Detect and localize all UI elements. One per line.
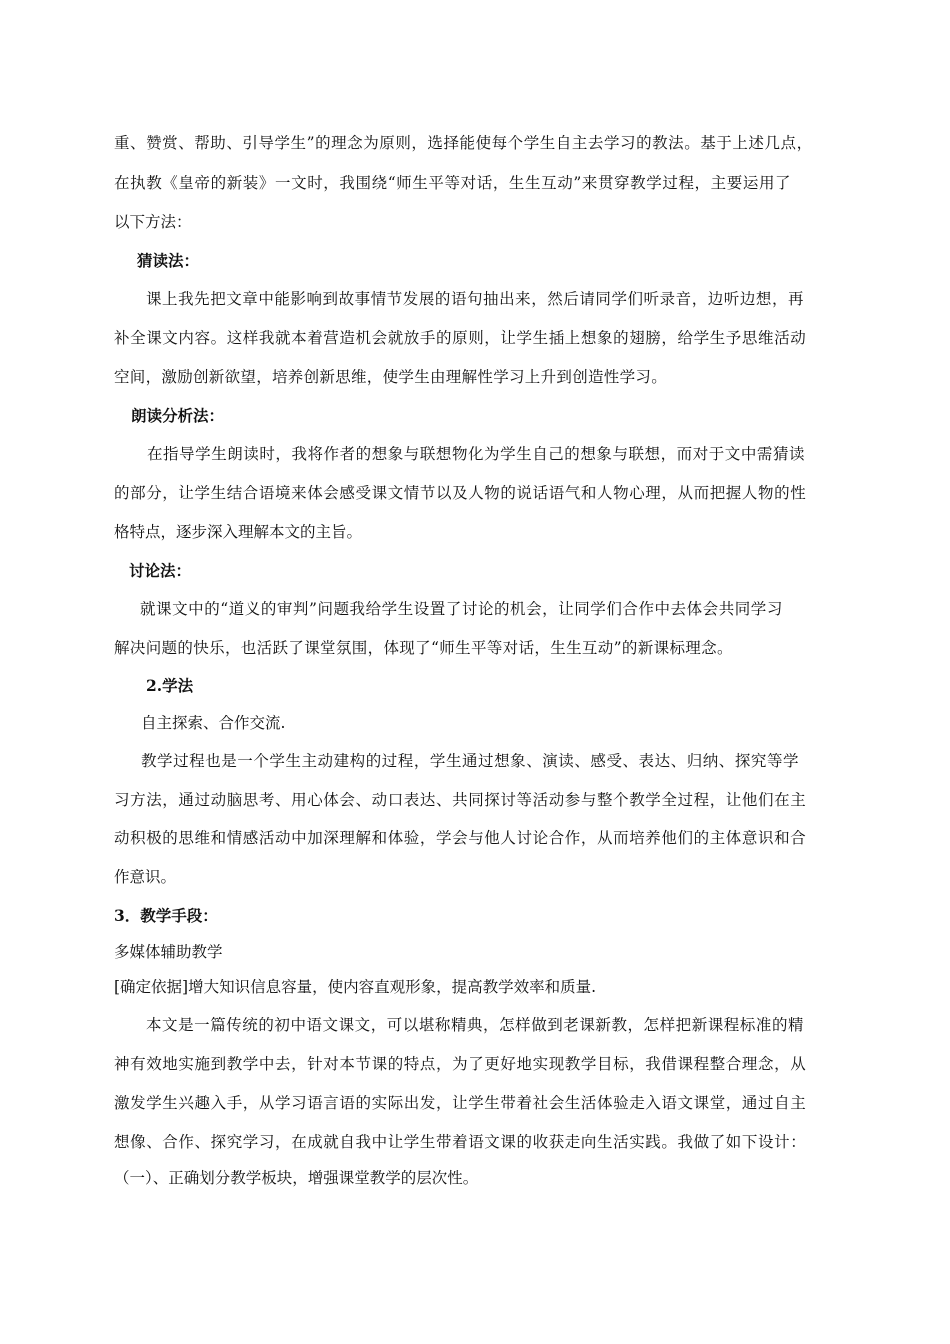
text-line: 激发学生兴趣入手，从学习语言语的实际出发，让学生带着社会生活体验走入语文课堂，通过自主 bbox=[114, 1094, 807, 1112]
text-line: 空间，激励创新欲望，培养创新思维，使学生由理解性学习上升到创造性学习。 bbox=[114, 368, 668, 386]
text-line: 补全课文内容。这样我就本着营造机会就放手的原则，让学生插上想象的翅膀，给学生予思维活动 bbox=[114, 329, 807, 347]
text-line: 作意识。 bbox=[114, 868, 177, 886]
text-line: 的部分，让学生结合语境来体会感受课文情节以及人物的说话语气和人物心理，从而把握人物的性 bbox=[114, 484, 807, 502]
text-line: 教学过程也是一个学生主动建构的过程，学生通过想象、演读、感受、表达、归纳、探究等学 bbox=[141, 752, 800, 770]
section-heading-teaching-means: 3．教学手段： bbox=[114, 906, 218, 925]
text-line: 重、赞赏、帮助、引导学生”的理念为原则，选择能使每个学生自主去学习的教法。基于上述几点， bbox=[114, 134, 813, 152]
text-line: 课上我先把文章中能影响到故事情节发展的语句抽出来，然后请同学们听录音，边听边想，再 bbox=[146, 290, 805, 308]
text-line: 习方法，通过动脑思考、用心体会、动口表达、共同探讨等活动参与整个教学全过程，让他们在主 bbox=[114, 791, 807, 809]
text-line: 动积极的思维和情感活动中加深理解和体验，学会与他人讨论合作，从而培养他们的主体意识和合 bbox=[114, 829, 807, 847]
text-line: 想像、合作、探究学习，在成就自我中让学生带着语文课的收获走向生活实践。我做了如下设计： bbox=[114, 1133, 807, 1151]
text-line: 在执教《皇帝的新装》一文时，我围绕“师生平等对话，生生互动”来贯穿教学过程，主要运用了 bbox=[114, 174, 792, 192]
rationale-basis: [确定依据]增大知识信息容量，使内容直观形象，提高教学效率和质量. bbox=[114, 978, 597, 996]
text-line: 在指导学生朗读时，我将作者的想象与联想物化为学生自己的想象与联想，而对于文中需猜读 bbox=[147, 445, 806, 463]
text-line: 本文是一篇传统的初中语文课文，可以堪称精典，怎样做到老课新教，怎样把新课程标准的精 bbox=[146, 1016, 805, 1034]
teaching-means: 多媒体辅助教学 bbox=[114, 943, 223, 961]
design-point-one: （一）、正确划分教学板块，增强课堂教学的层次性。 bbox=[114, 1169, 479, 1187]
method-heading-discussion: 讨论法： bbox=[129, 561, 192, 580]
section-heading-learning-method: 2.学法 bbox=[146, 676, 194, 695]
method-heading-guess-reading: 猜读法： bbox=[137, 251, 200, 270]
text-line: 格特点，逐步深入理解本文的主旨。 bbox=[114, 523, 363, 541]
text-line: 神有效地实施到教学中去，针对本节课的特点，为了更好地实现教学目标，我借课程整合理念，从 bbox=[114, 1055, 807, 1073]
text-line: 解决问题的快乐，也活跃了课堂氛围，体现了“师生平等对话，生生互动”的新课标理念。 bbox=[114, 639, 733, 657]
learning-method-summary: 自主探索、合作交流. bbox=[141, 714, 286, 732]
text-line: 就课文中的“道义的审判”问题我给学生设置了讨论的机会，让同学们合作中去体会共同学习 bbox=[140, 600, 783, 618]
method-heading-read-aloud: 朗读分析法： bbox=[131, 406, 225, 425]
text-line: 以下方法： bbox=[114, 213, 192, 231]
